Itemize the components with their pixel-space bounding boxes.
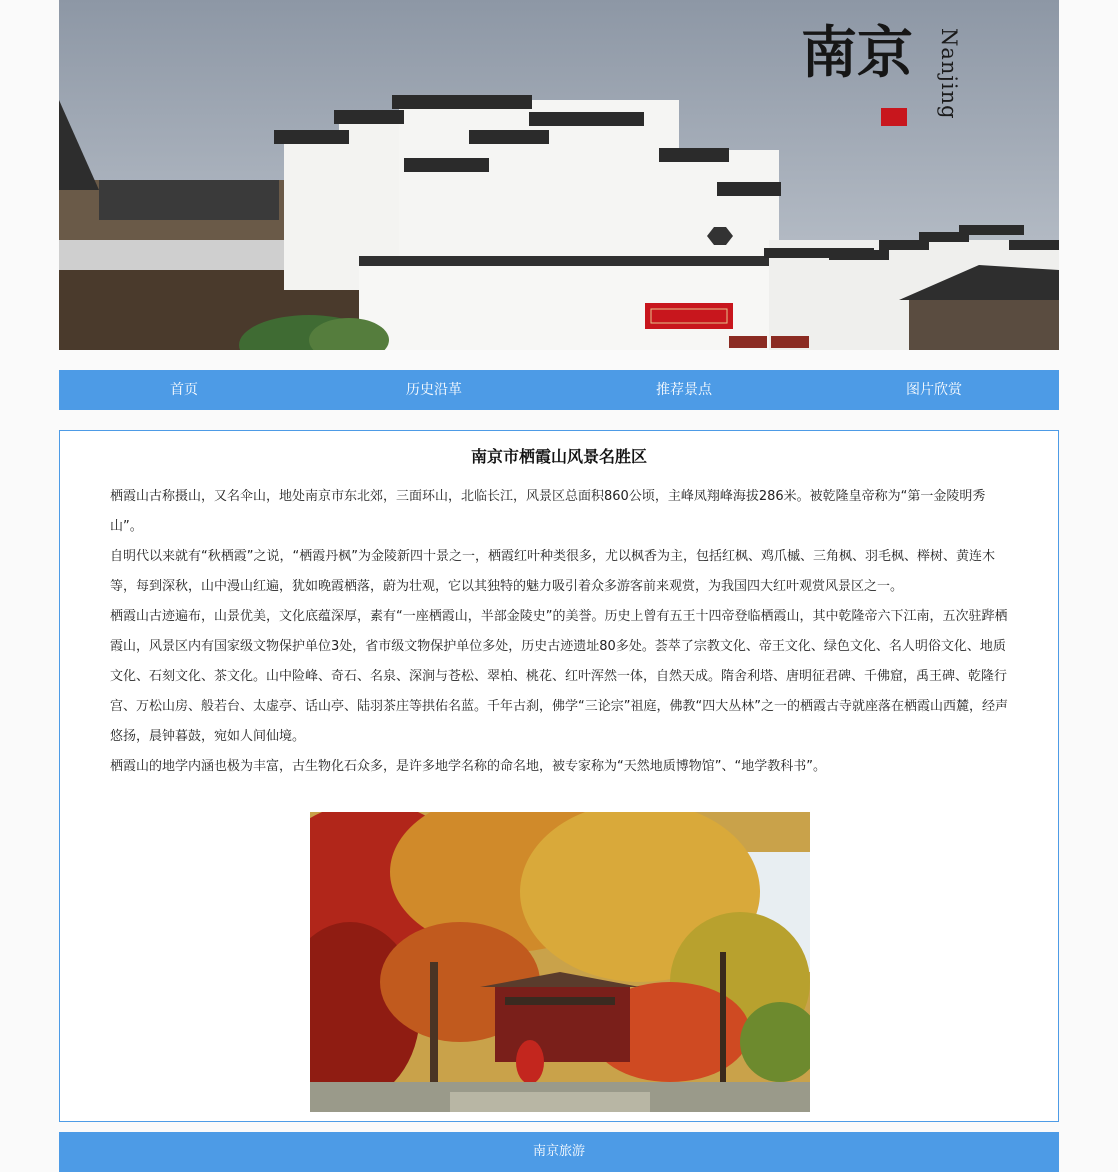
article-title: 南京市栖霞山风景名胜区 (470, 447, 647, 466)
article-body (60, 482, 1058, 782)
logo-char-1: 南京 (801, 20, 913, 86)
article-paragraph: 栖霞山的地学内涵也极为丰富，古生物化石众多，是许多地学名称的命名地，被专家称为“天然地质博物馆”、“地学教科书”。 (110, 759, 826, 774)
article-paragraph: 栖霞山古迹遍布，山景优美，文化底蕴深厚，素有“一座栖霞山，半部金陵史”的美誉。历史上曾有五王十四帝登临栖霞山，其中乾隆帝六下江南，五次驻跸栖霞山，风景区内有国家级文物保护单位3处，省市级文物保护单位多处，历史古迹遗址80多处。荟萃了宗教文化、帝王文化、绿色文化、名人明俗文化、地质文化、石刻文化、茶文化。山中险峰、奇石、名泉、深涧与苍松、翠柏、桃花、红叶浑然一体，自然天成。隋舍利塔、唐明征君碑、千佛窟，禹王碑、乾隆行宫、万松山房、般若台、太虚亭、话山亭、陆羽茶庄等拱佑名蓝。千年古刹，佛学“三论宗”祖庭，佛教“四大丛林”之一的栖霞古寺就座落在栖霞山西麓，经声悠扬，晨钟暮鼓，宛如人间仙境。 (110, 609, 1008, 744)
nav-item-gallery[interactable]: 图片欣赏 (906, 382, 962, 398)
qixia-autumn-photo (310, 812, 810, 1112)
footer-bar (59, 1132, 1059, 1172)
footer-text: 南京旅游 (532, 1144, 585, 1159)
main-nav (59, 370, 1059, 410)
photo-scene (310, 812, 810, 1112)
nanjing-logo (801, 20, 913, 86)
nav-item-home[interactable]: 首页 (170, 382, 198, 398)
article-paragraph: 栖霞山古称摄山，又名伞山，地处南京市东北郊，三面环山，北临长江，风景区总面积860公顷，主峰凤翔峰海拔286米。被乾隆皇帝称为“第一金陵明秀山”。 (110, 489, 986, 534)
logo-latin-text: Nanjing (937, 28, 961, 120)
banner-scene (59, 0, 1059, 350)
article-paragraph: 自明代以来就有“秋栖霞”之说，“栖霞丹枫”为金陵新四十景之一，栖霞红叶种类很多，尤以枫香为主，包括红枫、鸡爪槭、三角枫、羽毛枫、榉树、黄连木等，每到深秋，山中漫山红遍，犹如晚霞栖落，蔚为壮观，它以其独特的魅力吸引着众多游客前来观赏，为我国四大红叶观赏风景区之一。 (110, 549, 995, 594)
seal-icon (881, 108, 907, 126)
banner-image (59, 0, 1059, 350)
article-panel (59, 430, 1059, 1122)
nav-item-history[interactable]: 历史沿革 (406, 382, 462, 398)
nav-item-attractions[interactable]: 推荐景点 (656, 382, 712, 398)
